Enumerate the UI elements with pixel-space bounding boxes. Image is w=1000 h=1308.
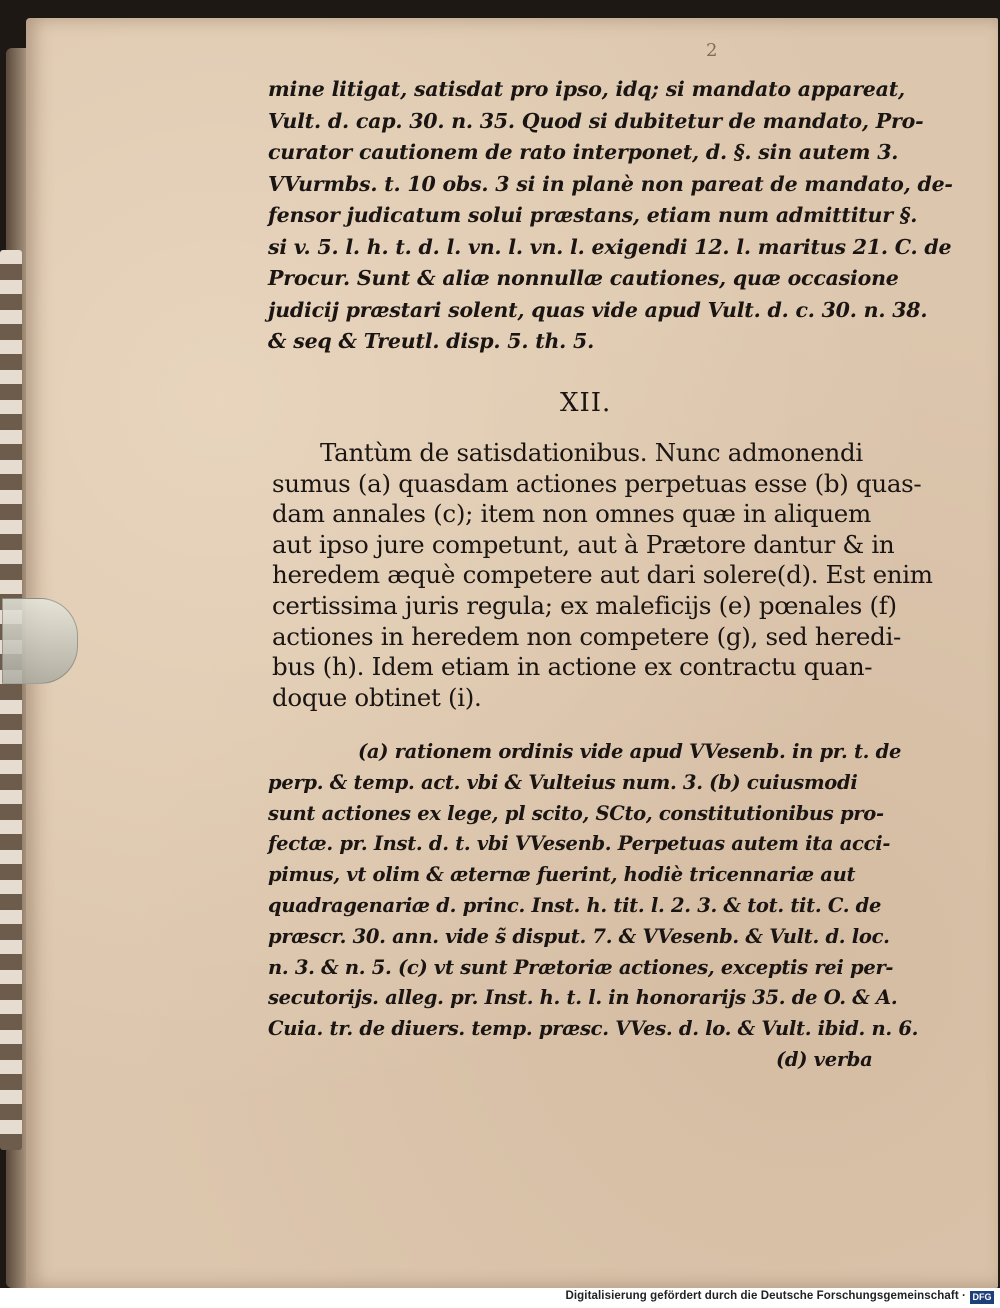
text-line: curator cautionem de rato interponet, d. §. sin autem 3. bbox=[268, 140, 899, 164]
text-line: mine litigat, satisdat pro ipso, idq; si mandato appareat, bbox=[268, 77, 905, 101]
text-line: judicij præstari solent, quas vide apud Vult. d. c. 30. n. 38. bbox=[268, 297, 928, 322]
footnotes bbox=[268, 737, 919, 1076]
text-line: certissima juris regula; ex maleficijs (e) pœnales (f) bbox=[272, 590, 897, 620]
text-line: bus (h). Idem etiam in actione ex contractu quan- bbox=[272, 652, 873, 682]
page-mark: 2 bbox=[706, 40, 718, 61]
footnote-line: præscr. 30. ann. vide s̃ disput. 7. & VVesenb. & Vult. d. loc. bbox=[268, 924, 890, 948]
text-line: dam annales (c); item non omnes quæ in aliquem bbox=[272, 499, 871, 529]
footnote-line: (a) rationem ordinis vide apud VVesenb. in pr. t. de bbox=[358, 740, 902, 763]
top-paragraph bbox=[268, 74, 953, 358]
footnote-line: pimus, vt olim & æternæ fuerint, hodiè tricennariæ aut bbox=[268, 863, 856, 887]
text-line: Tantùm de satisdationibus. Nunc admonendi bbox=[320, 438, 863, 467]
footnote-line: fectæ. pr. Inst. d. t. vbi VVesenb. Perpetuas autem ita acci- bbox=[268, 832, 891, 856]
footnote-line: n. 3. & n. 5. (c) vt sunt Prætoriæ actiones, exceptis rei per- bbox=[268, 955, 894, 979]
footnote-line: secutorijs. alleg. pr. Inst. h. t. l. in honorarijs 35. de O. & A. bbox=[268, 986, 898, 1010]
dfg-logo-icon: DFG bbox=[970, 1291, 994, 1304]
footnote-line: Cuia. tr. de diuers. temp. præsc. VVes. d. lo. & Vult. ibid. n. 6. bbox=[268, 1017, 919, 1041]
text-line: VVurmbs. t. 10 obs. 3 si in planè non pareat de mandato, de- bbox=[268, 171, 953, 196]
footnote-line: sunt actiones ex lege, pl scito, SCto, constitutionibus pro- bbox=[268, 801, 884, 825]
text-line: Procur. Sunt & aliæ nonnullæ cautiones, quæ occasione bbox=[268, 266, 899, 290]
footnote-line: perp. & temp. act. vbi & Vulteius num. 3. (b) cuiusmodi bbox=[268, 770, 858, 794]
section-heading: XII. bbox=[560, 388, 612, 418]
text-line: Vult. d. cap. 30. n. 35. Quod si dubitetur de mandato, Pro- bbox=[268, 108, 924, 133]
text-line: heredem æquè competere aut dari solere(d). Est enim bbox=[272, 560, 933, 590]
footnote-line: quadragenariæ d. princ. Inst. h. tit. l. 2. 3. & tot. tit. C. de bbox=[268, 893, 882, 917]
text-line: actiones in heredem non competere (g), sed heredi- bbox=[272, 621, 902, 651]
text-line: & seq & Treutl. disp. 5. th. 5. bbox=[268, 329, 595, 353]
text-line: si v. 5. l. h. t. d. l. vn. l. vn. l. exigendi 12. l. maritus 21. C. de bbox=[268, 234, 952, 259]
binding-tabs bbox=[0, 250, 22, 1150]
text-line: sumus (a) quasdam actiones perpetuas esse (b) quas- bbox=[272, 468, 922, 498]
footer-credit: Digitalisierung gefördert durch die Deutsche Forschungsgemeinschaft · bbox=[565, 1290, 966, 1302]
text-line: doque obtinet (i). bbox=[272, 682, 482, 712]
page-clip bbox=[2, 598, 78, 684]
footer-bar bbox=[0, 1288, 1000, 1308]
catchword: (d) verba bbox=[776, 1047, 873, 1071]
text-line: fensor judicatum solui præstans, etiam num admittitur §. bbox=[268, 203, 918, 227]
text-line: aut ipso jure competunt, aut à Prætore dantur & in bbox=[272, 529, 895, 559]
main-paragraph bbox=[272, 438, 933, 713]
